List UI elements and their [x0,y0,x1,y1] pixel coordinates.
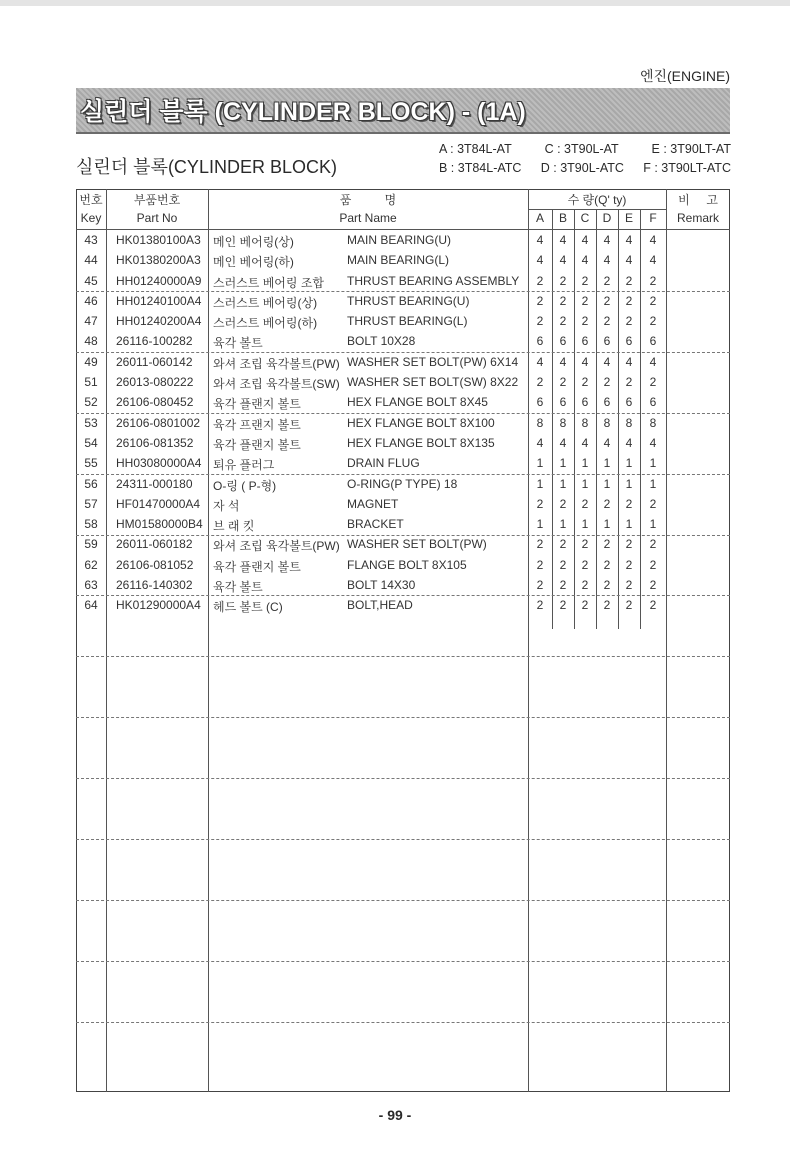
row-key: 45 [84,273,98,288]
row-name-eng: THRUST BEARING(L) [347,314,468,329]
row-name-eng: WASHER SET BOLT(PW) 6X14 [347,354,519,369]
table-row [76,555,730,575]
row-qty-c: 6 [581,334,589,349]
row-name-eng: MAIN BEARING(U) [347,233,452,247]
row-qty-e: 1 [625,476,633,491]
row-qty-c: 2 [581,273,589,288]
row-part-no: 26106-080452 [116,395,194,410]
row-name-kor: 와셔 조립 육각볼트(PW) [213,539,340,554]
row-name-kor: 헤드 볼트 (C) [213,600,283,615]
header-qty: 수 량(Q' ty) [567,193,627,207]
row-qty-d: 1 [603,476,611,491]
header-partno-kor: 부품번호 [133,193,181,207]
row-qty-c: 1 [581,476,589,491]
header-qty-d: D [602,211,612,225]
row-qty-b: 4 [559,435,567,450]
row-part-no: HK01290000A4 [116,598,201,613]
table-row [76,271,730,291]
parts-table [76,189,730,1092]
model-c: C : 3T90L-AT [544,142,619,156]
row-qty-c: 2 [581,537,589,552]
row-name-eng: HEX FLANGE BOLT 8X135 [347,435,495,450]
table-row [76,392,730,412]
row-qty-f: 2 [649,314,657,329]
header-name-eng: Part Name [339,211,397,225]
row-qty-b: 2 [559,293,567,308]
table-row [76,534,730,554]
model-row [439,159,731,178]
row-name-kor: 브 래 킷 [213,519,255,534]
row-qty-a: 2 [536,496,544,511]
header-name-kor: 품 명 [339,193,397,207]
table-row [76,595,730,615]
row-qty-e: 2 [625,598,633,613]
row-qty-e: 2 [625,537,633,552]
row-qty-d: 4 [603,253,611,268]
row-qty-f: 4 [649,253,657,268]
row-part-no: 26116-100282 [116,334,193,349]
table-row [76,250,730,270]
row-name-kor: 와셔 조립 육각볼트(PW) [213,356,340,371]
row-qty-d: 2 [603,557,611,572]
row-part-no: HH01240200A4 [116,314,202,329]
group-separator [76,717,730,718]
header-qty-e: E [624,211,633,225]
model-a: A : 3T84L-AT [439,142,512,156]
header-qty-c: C [580,211,590,225]
row-qty-d: 2 [603,273,611,288]
table-body [76,230,730,616]
row-qty-b: 1 [559,517,567,532]
row-qty-a: 2 [536,578,544,593]
row-qty-e: 4 [625,253,633,268]
row-name-eng: DRAIN FLUG [347,456,420,471]
row-name-eng: BOLT 14X30 [347,578,416,593]
row-name-eng: BOLT,HEAD [347,598,413,613]
row-part-no: HH03080000A4 [116,456,202,471]
row-key: 64 [84,598,98,613]
row-name-kor: 육각 볼트 [213,336,263,351]
page-number: - 99 - [378,1107,412,1123]
table-row [76,474,730,494]
row-name-eng: WASHER SET BOLT(PW) [347,537,487,552]
row-name-eng: FLANGE BOLT 8X105 [347,557,467,572]
row-qty-f: 6 [649,395,657,410]
table-row [76,433,730,453]
row-part-no: 26013-080222 [116,375,194,390]
row-name-eng: THRUST BEARING ASSEMBLY [347,273,520,288]
section-label: 엔진(ENGINE) [639,68,730,84]
row-qty-c: 2 [581,496,589,511]
table-row [76,331,730,351]
row-qty-a: 2 [536,293,544,308]
row-qty-f: 1 [649,456,657,471]
row-qty-e: 2 [625,496,633,511]
row-name-kor: 퇴유 플러그 [213,458,275,473]
row-qty-d: 2 [603,375,611,390]
row-qty-a: 2 [536,375,544,390]
header-remark-kor: 비 고 [678,193,718,207]
row-qty-c: 1 [581,517,589,532]
row-name-kor: 메인 베어링(상) [213,235,294,249]
row-name-kor: 육각 플랜지 볼트 [213,437,301,452]
group-separator [76,839,730,840]
row-qty-a: 6 [536,334,544,349]
row-qty-e: 2 [625,557,633,572]
row-name-kor: 육각 프랜지 볼트 [213,417,301,432]
page-edge-strip [0,0,790,6]
table-row [76,413,730,433]
row-name-kor: 육각 플랜지 볼트 [213,397,301,412]
row-key: 62 [84,557,98,572]
row-key: 63 [84,578,98,593]
header-remark-eng: Remark [676,211,719,225]
row-part-no: 26106-081352 [116,435,194,450]
row-qty-a: 2 [536,314,544,329]
qty-header-divider [528,209,666,210]
row-name-kor: 스러스트 베어링 조합 [213,275,324,290]
row-qty-d: 1 [603,517,611,532]
row-qty-a: 1 [536,456,544,471]
row-key: 46 [84,293,98,308]
table-row [76,514,730,534]
row-qty-a: 4 [536,354,544,369]
row-qty-f: 8 [649,415,657,430]
row-name-eng: BRACKET [347,517,404,532]
row-qty-d: 4 [603,354,611,369]
row-name-kor: 육각 플랜지 볼트 [213,559,301,574]
row-qty-b: 2 [559,314,567,329]
model-f: F : 3T90LT-ATC [643,161,731,175]
row-qty-d: 1 [603,456,611,471]
group-separator [76,656,730,657]
header-qty-b: B [558,211,567,225]
page-title: 실린더 블록 (CYLINDER BLOCK) - (1A) [80,98,526,126]
row-qty-f: 2 [649,557,657,572]
row-qty-a: 4 [536,233,544,247]
row-qty-b: 2 [559,375,567,390]
row-key: 44 [84,253,98,268]
row-qty-e: 2 [625,314,633,329]
row-qty-d: 8 [603,415,611,430]
row-qty-e: 4 [625,354,633,369]
table-row [76,291,730,311]
row-part-no: HH01240100A4 [116,293,202,308]
row-qty-b: 6 [559,334,567,349]
row-qty-c: 1 [581,456,589,471]
row-qty-f: 6 [649,334,657,349]
row-key: 54 [84,435,98,450]
row-qty-c: 2 [581,557,589,572]
row-key: 47 [84,314,98,329]
row-qty-f: 2 [649,273,657,288]
row-qty-d: 4 [603,435,611,450]
row-part-no: HK01380100A3 [116,233,201,247]
header-qty-f: F [649,211,657,225]
row-key: 58 [84,517,98,532]
row-qty-e: 2 [625,293,633,308]
row-qty-c: 4 [581,354,589,369]
table-row [76,372,730,392]
row-qty-d: 2 [603,496,611,511]
row-name-eng: THRUST BEARING(U) [347,293,470,308]
model-row [439,140,731,159]
row-key: 49 [84,354,98,369]
row-name-kor: O-링 ( P-형) [213,478,277,493]
row-part-no: 26116-140302 [116,578,193,593]
row-part-no: 26106-0801002 [116,415,201,430]
row-qty-a: 2 [536,273,544,288]
row-name-eng: BOLT 10X28 [347,334,416,349]
header-key-kor: 번호 [79,193,103,207]
row-part-no: HK01380200A3 [116,253,201,268]
table-row [76,453,730,473]
model-legend [439,140,731,178]
row-qty-b: 2 [559,578,567,593]
table-row [76,494,730,514]
row-qty-a: 1 [536,476,544,491]
row-qty-c: 4 [581,253,589,268]
row-qty-f: 2 [649,578,657,593]
row-qty-e: 1 [625,517,633,532]
table-row [76,230,730,250]
row-qty-c: 4 [581,233,589,247]
model-e: E : 3T90LT-AT [651,142,731,156]
row-qty-a: 4 [536,435,544,450]
row-key: 48 [84,334,98,349]
row-qty-e: 4 [625,233,633,247]
row-qty-c: 2 [581,375,589,390]
row-qty-a: 2 [536,537,544,552]
row-qty-d: 2 [603,578,611,593]
row-qty-b: 4 [559,233,567,247]
row-qty-b: 1 [559,476,567,491]
row-qty-f: 4 [649,435,657,450]
row-part-no: 26011-060142 [116,354,193,369]
row-part-no: 24311-000180 [116,476,193,491]
group-separator [76,900,730,901]
row-key: 51 [84,375,98,390]
row-qty-e: 2 [625,273,633,288]
row-qty-d: 6 [603,334,611,349]
row-qty-b: 2 [559,273,567,288]
row-key: 59 [84,537,98,552]
row-qty-e: 6 [625,395,633,410]
row-qty-f: 2 [649,537,657,552]
row-qty-c: 2 [581,578,589,593]
row-part-no: 26106-081052 [116,557,194,572]
row-qty-f: 2 [649,293,657,308]
row-qty-f: 4 [649,354,657,369]
row-qty-a: 4 [536,253,544,268]
row-qty-d: 2 [603,293,611,308]
row-qty-c: 2 [581,598,589,613]
header-qty-a: A [535,211,544,225]
header-key-eng: Key [80,211,102,225]
row-name-eng: HEX FLANGE BOLT 8X100 [347,415,495,430]
row-key: 43 [84,233,98,247]
table-row [76,575,730,595]
row-qty-b: 1 [559,456,567,471]
row-name-eng: WASHER SET BOLT(SW) 8X22 [347,375,519,390]
row-key: 57 [84,496,98,511]
sub-title: 실린더 블록(CYLINDER BLOCK) [76,157,337,177]
row-qty-d: 2 [603,537,611,552]
row-qty-d: 2 [603,598,611,613]
model-d: D : 3T90L-ATC [540,161,624,175]
row-name-kor: 스러스트 베어링(하) [213,316,318,331]
row-name-kor: 자 석 [213,498,240,513]
row-name-eng: HEX FLANGE BOLT 8X45 [347,395,488,410]
row-qty-b: 2 [559,537,567,552]
row-qty-a: 8 [536,415,544,430]
row-name-kor: 메인 베어링(하) [213,255,294,270]
row-qty-e: 2 [625,578,633,593]
row-qty-b: 4 [559,253,567,268]
title-banner [76,88,730,134]
row-qty-e: 4 [625,435,633,450]
row-qty-f: 2 [649,496,657,511]
row-qty-c: 6 [581,395,589,410]
group-separator [76,961,730,962]
row-key: 56 [84,476,98,491]
header-partno-eng: Part No [136,211,178,225]
group-separator [76,778,730,779]
model-b: B : 3T84L-ATC [439,161,522,175]
row-qty-c: 4 [581,435,589,450]
row-qty-e: 1 [625,456,633,471]
row-part-no: HM01580000B4 [116,517,203,532]
row-qty-d: 6 [603,395,611,410]
row-key: 55 [84,456,98,471]
row-qty-f: 4 [649,233,657,247]
row-qty-b: 6 [559,395,567,410]
row-key: 52 [84,395,98,410]
row-qty-b: 2 [559,557,567,572]
row-qty-e: 2 [625,375,633,390]
row-qty-e: 6 [625,334,633,349]
row-qty-b: 2 [559,598,567,613]
table-row [76,311,730,331]
row-qty-d: 2 [603,314,611,329]
row-name-kor: 스러스트 베어링(상) [213,295,318,310]
row-name-kor: 육각 볼트 [213,580,263,595]
row-part-no: 26011-060182 [116,537,193,552]
row-qty-c: 8 [581,415,589,430]
row-name-eng: O-RING(P TYPE) 18 [347,476,458,491]
table-row [76,352,730,372]
row-qty-a: 6 [536,395,544,410]
row-qty-b: 4 [559,354,567,369]
row-qty-e: 8 [625,415,633,430]
row-name-eng: MAGNET [347,496,399,511]
row-name-kor: 와셔 조립 육각볼트(SW) [213,377,340,392]
row-key: 53 [84,415,98,430]
row-qty-f: 2 [649,598,657,613]
row-name-eng: MAIN BEARING(L) [347,253,450,268]
row-qty-a: 2 [536,557,544,572]
row-qty-d: 4 [603,233,611,247]
group-separator [76,1022,730,1023]
row-qty-f: 2 [649,375,657,390]
row-part-no: HF01470000A4 [116,496,201,511]
row-qty-f: 1 [649,476,657,491]
row-qty-c: 2 [581,314,589,329]
row-qty-b: 2 [559,496,567,511]
row-part-no: HH01240000A9 [116,273,202,288]
row-qty-a: 1 [536,517,544,532]
row-qty-a: 2 [536,598,544,613]
row-qty-f: 1 [649,517,657,532]
row-qty-b: 8 [559,415,567,430]
row-qty-c: 2 [581,293,589,308]
